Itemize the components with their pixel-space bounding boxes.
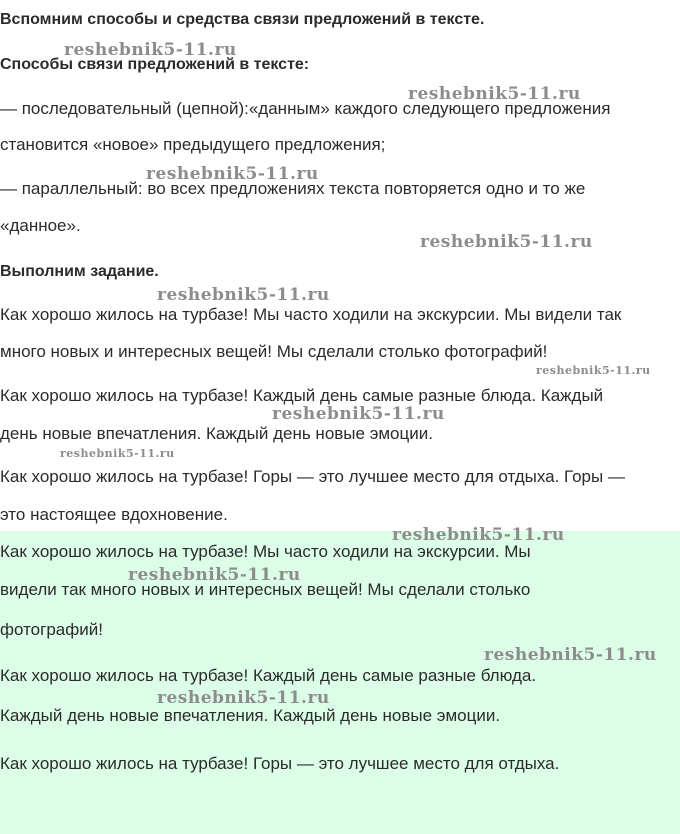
watermark-text: reshebnik5-11.ru: [392, 525, 565, 545]
example-1-line-2: много новых и интересных вещей! Мы сделали столько фотографий!: [0, 342, 548, 361]
watermark-text: reshebnik5-11.ru: [484, 645, 657, 665]
answer-2-line-1: Как хорошо жилось на турбазе! Каждый день самые разные блюда.: [0, 666, 537, 685]
methods-title: Способы связи предложений в тексте:: [0, 56, 310, 73]
watermark-text: reshebnik5-11.ru: [146, 164, 319, 184]
watermark-text: reshebnik5-11.ru: [536, 364, 651, 377]
answer-1-line-2: видели так много новых и интересных вещей! Мы сделали столько: [0, 580, 531, 599]
example-2-line-1: Как хорошо жилось на турбазе! Каждый день самые разные блюда. Каждый: [0, 386, 604, 405]
answer-3-line-1: Как хорошо жилось на турбазе! Горы — это лучшее место для отдыха.: [0, 754, 560, 773]
method-parallel-line-2: «данное».: [0, 216, 81, 235]
watermark-text: reshebnik5-11.ru: [60, 447, 175, 460]
method-sequential-line-2: становится «новое» предыдущего предложения;: [0, 135, 386, 154]
intro-heading: Вспомним способы и средства связи предложений в тексте.: [0, 11, 485, 28]
watermark-text: reshebnik5-11.ru: [128, 565, 301, 585]
watermark-text: reshebnik5-11.ru: [64, 40, 237, 60]
example-3-line-2: это настоящее вдохновение.: [0, 505, 228, 524]
method-parallel-line-1: — параллельный: во всех предложениях текста повторяется одно и то же: [0, 179, 586, 198]
answer-2-line-2: Каждый день новые впечатления. Каждый день новые эмоции.: [0, 706, 501, 725]
example-3-line-1: Как хорошо жилось на турбазе! Горы — это лучшее место для отдыха. Горы —: [0, 467, 625, 486]
watermark-text: reshebnik5-11.ru: [157, 688, 330, 708]
example-1-line-1: Как хорошо жилось на турбазе! Мы часто ходили на экскурсии. Мы видели так: [0, 305, 622, 324]
watermark-text: reshebnik5-11.ru: [408, 84, 581, 104]
watermark-text: reshebnik5-11.ru: [272, 404, 445, 424]
answer-1-line-1: Как хорошо жилось на турбазе! Мы часто ходили на экскурсии. Мы: [0, 542, 531, 561]
watermark-text: reshebnik5-11.ru: [420, 232, 593, 252]
watermark-text: reshebnik5-11.ru: [157, 285, 330, 305]
task-title: Выполним задание.: [0, 263, 159, 280]
example-2-line-2: день новые впечатления. Каждый день новые эмоции.: [0, 424, 433, 443]
answer-1-line-3: фотографий!: [0, 620, 103, 639]
method-sequential-line-1: — последовательный (цепной):«данным» каждого следующего предложения: [0, 99, 611, 118]
